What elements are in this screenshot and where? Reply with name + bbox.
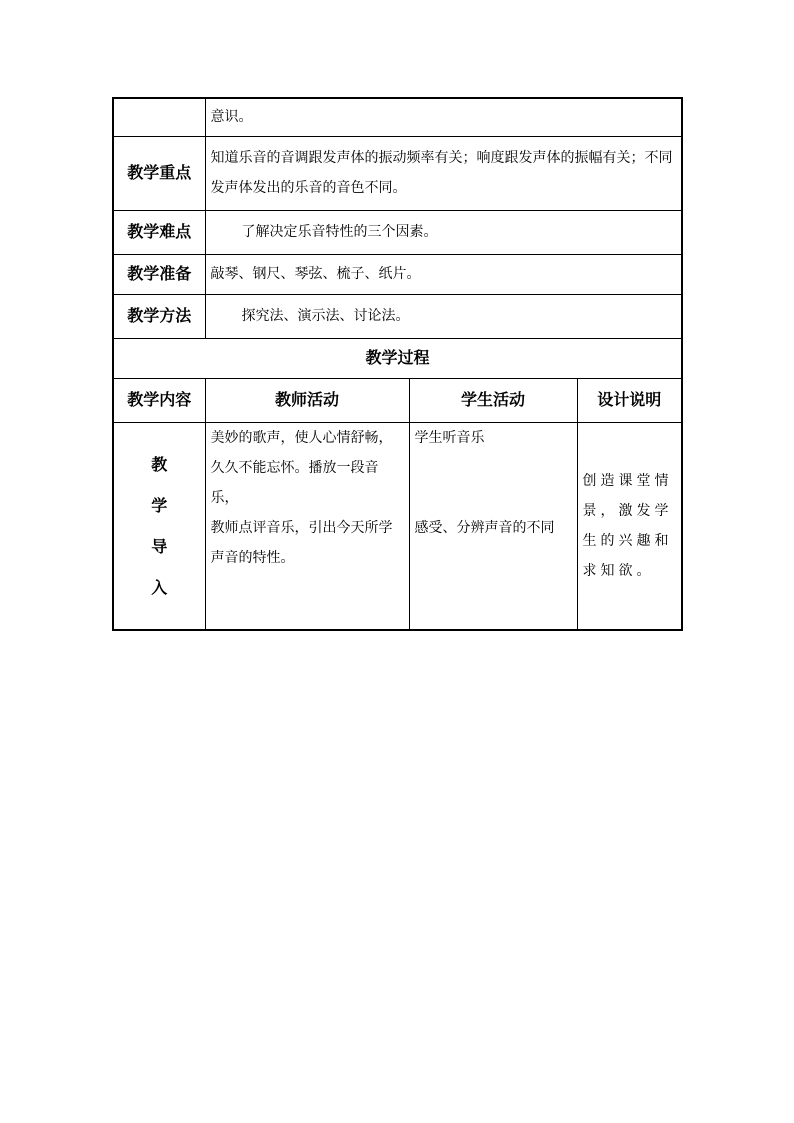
- design-note: 创造课堂情景，激发学生的兴趣和求知欲。: [577, 422, 682, 630]
- difficulties-label: 教学难点: [113, 210, 205, 254]
- section-char: 学: [151, 495, 168, 515]
- header-design: 设计说明: [577, 378, 682, 422]
- key-points-row: [113, 136, 682, 210]
- methods-row: [113, 294, 682, 338]
- preparation-text: 敲琴、钢尺、琴弦、梳子、纸片。: [205, 254, 682, 294]
- intro-row: [113, 422, 682, 630]
- section-char: 入: [151, 577, 168, 597]
- student-activity-line2: 感受、分辨声音的不同: [414, 519, 555, 536]
- key-points-text: 知道乐音的音调跟发声体的振动频率有关；响度跟发声体的振幅有关；不同发声体发出的乐音的音色不同。: [205, 136, 682, 210]
- header-student: 学生活动: [409, 378, 577, 422]
- methods-label: 教学方法: [113, 294, 205, 338]
- awareness-row: [113, 98, 682, 136]
- process-title: 教学过程: [113, 338, 682, 378]
- preparation-row: [113, 254, 682, 294]
- awareness-text: 意识。: [205, 98, 682, 136]
- header-teacher: 教师活动: [205, 378, 409, 422]
- methods-text: 探究法、演示法、讨论法。: [205, 294, 682, 338]
- difficulties-text: 了解决定乐音特性的三个因素。: [205, 210, 682, 254]
- intro-section-label: [113, 422, 205, 630]
- spacer: [415, 453, 572, 513]
- process-title-row: [113, 338, 682, 378]
- empty-label-cell: [113, 98, 205, 136]
- process-header-row: [113, 378, 682, 422]
- student-activity-line1: 学生听音乐: [414, 429, 485, 446]
- section-char: 导: [151, 536, 168, 556]
- teacher-activity: 美妙的歌声，使人心情舒畅，久久不能忘怀。播放一段音乐， 教师点评音乐，引出今天所学声音的特性。: [205, 422, 409, 630]
- key-points-label: 教学重点: [113, 136, 205, 210]
- student-activity: [409, 422, 577, 630]
- difficulties-row: [113, 210, 682, 254]
- section-char: 教: [151, 454, 168, 474]
- lesson-plan-table: [112, 97, 683, 631]
- preparation-label: 教学准备: [113, 254, 205, 294]
- header-content: 教学内容: [113, 378, 205, 422]
